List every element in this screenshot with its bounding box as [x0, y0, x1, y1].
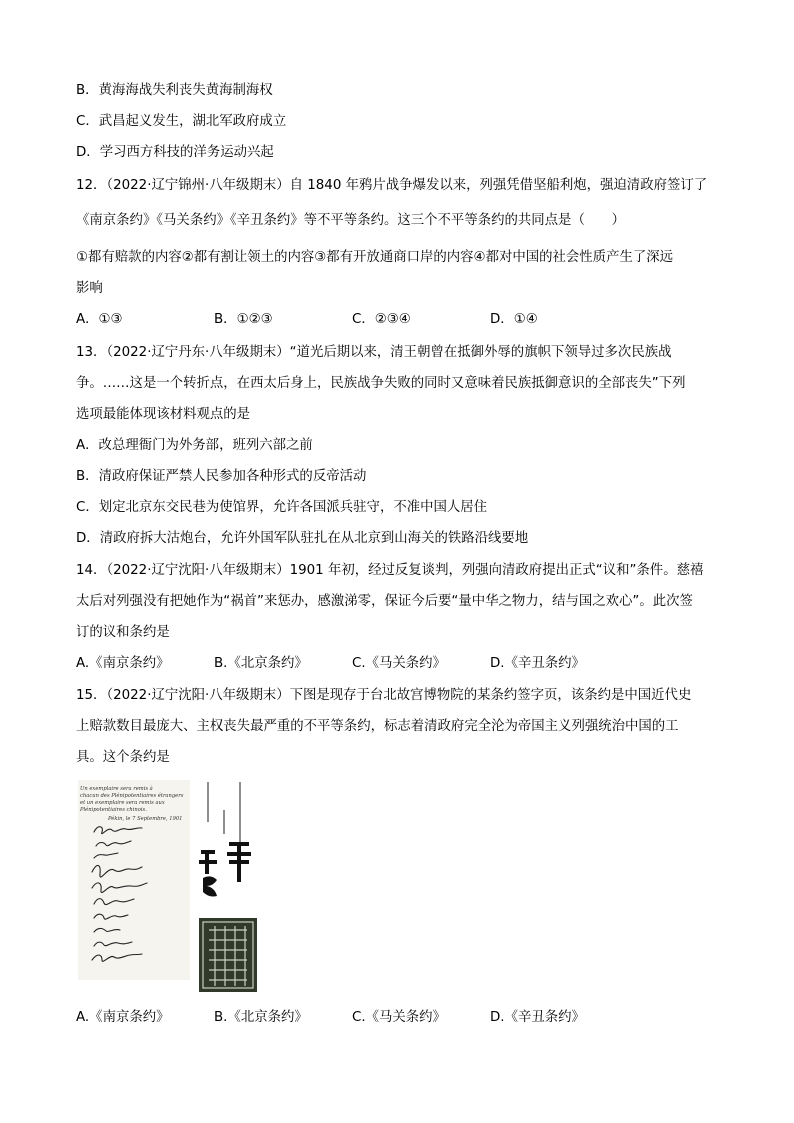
q12-statements-line-1: ①都有赔款的内容②都有割让领土的内容③都有开放通商口岸的内容④都对中国的社会性质产生了深远 [76, 250, 674, 265]
q14-option-b: B.《北京条约》 [214, 656, 308, 671]
figure-header-line-3: et un exemplaire sera remis aux [80, 800, 165, 806]
q12-stem-line-2: 《南京条约》《马关条约》《辛丑条约》等不平等条约。这三个不平等条约的共同点是（ ） [76, 213, 626, 228]
figure-header-date: Pékin, le 7 Septembre, 1901 [108, 816, 183, 822]
q14-option-c: C.《马关条约》 [352, 656, 446, 671]
q15-option-d: D.《辛丑条约》 [490, 1010, 585, 1025]
q14-stem-line-3: 订的议和条约是 [76, 625, 170, 640]
q14-stem-line-1: 14．（2022·辽宁沈阳·八年级期末）1901 年初，经过反复谈判，列强向清政府提出正式“议和”条件。慈禧 [76, 563, 704, 578]
q13-option-c: C．划定北京东交民巷为使馆界，允许各国派兵驻守，不准中国人居住 [76, 500, 488, 515]
q12-statements-line-2: 影响 [76, 281, 103, 296]
official-seal [199, 918, 257, 992]
q13-stem-line-1: 13．（2022·辽宁丹东·八年级期末）“道光后期以来，清王朝曾在抵御外辱的旗帜下领导过多次民族战 [76, 345, 672, 360]
q12-options [76, 310, 736, 330]
q14-option-d: D.《辛丑条约》 [490, 656, 585, 671]
q11-option-d: D．学习西方科技的洋务运动兴起 [76, 145, 274, 160]
q15-options [76, 1008, 736, 1028]
q15-option-a: A.《南京条约》 [76, 1010, 170, 1025]
figure-header-line-2: chacun des Plénipotentiaires étrangers [80, 793, 184, 799]
q12-option-a: A．①③ [76, 312, 123, 327]
treaty-signature-page-image [78, 780, 262, 995]
figure-header-line-4: Plénipotentiaires chinois. [80, 807, 147, 813]
q15-stem-line-1: 15．（2022·辽宁沈阳·八年级期末）下图是现存于台北故宫博物院的某条约签字页，该条约是中国近代史 [76, 688, 692, 703]
foreign-signatures-image [78, 780, 190, 980]
q13-option-a: A．改总理衙门为外务部，班列六部之前 [76, 438, 313, 453]
q15-option-b: B.《北京条约》 [214, 1010, 308, 1025]
q11-option-c: C．武昌起义发生，湖北军政府成立 [76, 114, 287, 129]
q14-option-a: A.《南京条约》 [76, 656, 170, 671]
q12-option-d: D．①④ [490, 312, 538, 327]
q13-option-b: B．清政府保证严禁人民参加各种形式的反帝活动 [76, 469, 367, 484]
q14-options [76, 654, 736, 674]
chinese-signatures-and-seal-image [195, 780, 262, 995]
q15-option-c: C.《马关条约》 [352, 1010, 446, 1025]
q11-option-b: B．黄海海战失利丧失黄海制海权 [76, 83, 273, 98]
q13-stem-line-2: 争。……这是一个转折点，在西太后身上，民族战争失败的同时又意味着民族抵御意识的全部丧失”下列 [76, 376, 686, 391]
q13-stem-line-3: 选项最能体现该材料观点的是 [76, 407, 251, 422]
q12-option-b: B．①②③ [214, 312, 273, 327]
q15-stem-line-2: 上赔款数目最庞大、主权丧失最严重的不平等条约，标志着清政府完全沦为帝国主义列强统治中国的工 [76, 719, 679, 734]
figure-header-line-1: Un exemplaire sera remis à [80, 786, 153, 792]
q15-stem-line-3: 具。这个条约是 [76, 750, 170, 765]
q13-option-d: D．清政府拆大沽炮台，允许外国军队驻扎在从北京到山海关的铁路沿线要地 [76, 531, 529, 546]
q14-stem-line-2: 太后对列强没有把她作为“祸首”来惩办，感激涕零，保证今后要“量中华之物力，结与国之欢心”。此次签 [76, 594, 693, 609]
q12-stem-line-1: 12．（2022·辽宁锦州·八年级期末）自 1840 年鸦片战争爆发以来，列强凭借坚船利炮，强迫清政府签订了 [76, 178, 708, 193]
q12-option-c: C．②③④ [352, 312, 411, 327]
